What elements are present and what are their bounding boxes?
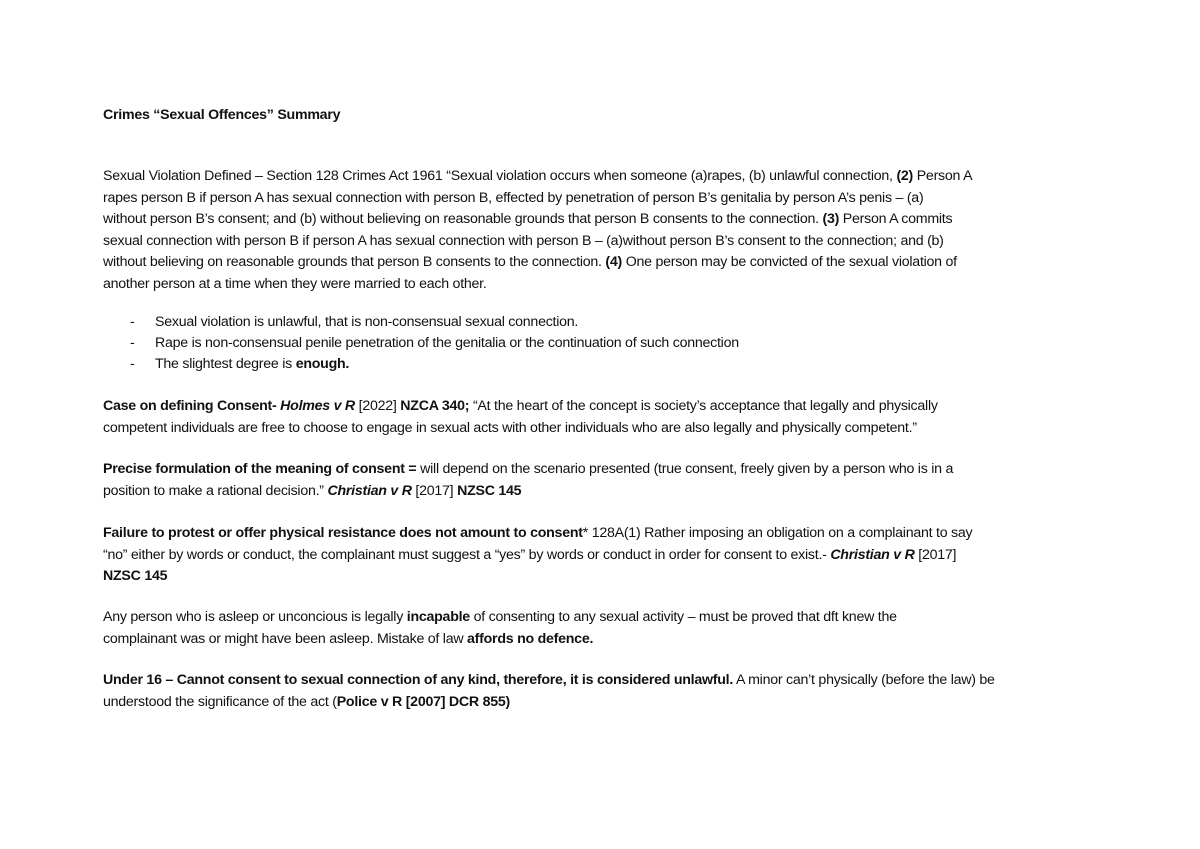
bold-text: Precise formulation of the meaning of consent = [103, 461, 421, 477]
failure-to-protest-paragraph [103, 524, 972, 542]
text-run: of consenting to any sexual activity – must be proved that dft knew the [469, 609, 897, 625]
text-run: sexual connection with person B if person A has sexual connection with person B – (a)without person B’s consent to the connection; and (b) [103, 233, 944, 249]
bold-text: Under 16 – Cannot consent to sexual connection of any kind, therefore, it is considered unlawful. [103, 672, 734, 688]
bold-text: enough. [295, 356, 350, 372]
text-run: [2017] [411, 483, 458, 499]
case-citation: Christian v R [830, 547, 915, 563]
failure-to-protest-paragraph [103, 546, 956, 564]
bullet-item [155, 334, 739, 352]
text-run: without believing on reasonable grounds that person B consents to the connection. [103, 254, 606, 270]
text-run: position to make a rational decision.” [103, 483, 328, 499]
paragraph-line [103, 167, 972, 185]
under-16-paragraph [103, 693, 510, 711]
paragraph-line [103, 232, 944, 250]
text-run: complainant was or might have been asleep. Mistake of law [103, 631, 468, 647]
bullet-item [155, 355, 349, 373]
bold-text: NZCA 340; [400, 398, 470, 414]
bullet-marker: - [130, 356, 135, 372]
bold-text: Police v R [2007] DCR 855) [336, 694, 510, 710]
bold-text: Case on defining Consent- [103, 398, 281, 414]
case-citation: Holmes v R [280, 398, 355, 414]
bullet-marker: - [130, 314, 135, 330]
paragraph-line [103, 275, 487, 293]
paragraph-line [103, 189, 923, 207]
asleep-paragraph [103, 630, 593, 648]
paragraph-line [103, 210, 952, 228]
under-16-paragraph [103, 671, 995, 689]
text-run: Sexual violation is unlawful, that is non-consensual sexual connection. [155, 314, 579, 330]
text-run: Sexual Violation Defined – Section 128 Crimes Act 1961 “Sexual violation occurs when someone (a)rapes, (b) unlawful connection, [103, 168, 897, 184]
text-run: * 128A(1) [582, 525, 641, 541]
consent-formulation-paragraph [103, 482, 521, 500]
bold-text: incapable [406, 609, 470, 625]
text-run: One person may be convicted of the sexual violation of [622, 254, 957, 270]
text-run: rapes person B if person A has sexual connection with person B, effected by penetration of person B’s genitalia by person A’s penis – (a) [103, 190, 924, 206]
text-run: Rather imposing an obligation on a complainant to say [640, 525, 973, 541]
bold-text: (4) [605, 254, 623, 270]
consent-case-paragraph [103, 397, 938, 415]
text-run: will depend on the scenario presented (true consent, freely given by a person who is in a [420, 461, 954, 477]
bold-text: affords no defence. [467, 631, 594, 647]
text-run: without person B’s consent; and (b) without believing on reasonable grounds that person B consents to the connection. [103, 211, 823, 227]
bold-text: (3) [822, 211, 840, 227]
text-run: Person A commits [839, 211, 953, 227]
text-run: The slightest degree is [155, 356, 296, 372]
text-run: [2017] [914, 547, 957, 563]
text-run: [2022] [354, 398, 401, 414]
text-run: A minor can’t physically (before the law) be [733, 672, 995, 688]
text-run: understood the significance of the act ( [103, 694, 337, 710]
text-run: “At the heart of the concept is society’s acceptance that legally and physically [469, 398, 938, 414]
text-run: Any person who is asleep or unconcious is legally [103, 609, 407, 625]
text-run: Person A [913, 168, 973, 184]
bullet-marker: - [130, 335, 135, 351]
text-run: another person at a time when they were married to each other. [103, 276, 487, 292]
bold-text: Failure to protest or offer physical resistance does not amount to consent [103, 525, 583, 541]
failure-to-protest-paragraph [103, 567, 167, 585]
text-run: competent individuals are free to choose to engage in sexual acts with other individuals who are also legally and physically competent.” [103, 420, 917, 436]
document-title [103, 106, 340, 124]
bold-text: (2) [896, 168, 914, 184]
bold-text: NZSC 145 [103, 568, 168, 584]
bullet-item [155, 313, 578, 331]
consent-case-paragraph [103, 419, 917, 437]
text-run: Rape is non-consensual penile penetration of the genitalia or the continuation of such connection [155, 335, 739, 351]
bold-text: NZSC 145 [457, 483, 522, 499]
paragraph-line [103, 253, 957, 271]
text-run: “no” either by words or conduct, the complainant must suggest a “yes” by words or conduct in order for consent to exist.- [103, 547, 831, 563]
asleep-paragraph [103, 608, 897, 626]
case-citation: Christian v R [327, 483, 412, 499]
bold-text: Crimes “Sexual Offences” Summary [103, 107, 341, 123]
consent-formulation-paragraph [103, 460, 953, 478]
